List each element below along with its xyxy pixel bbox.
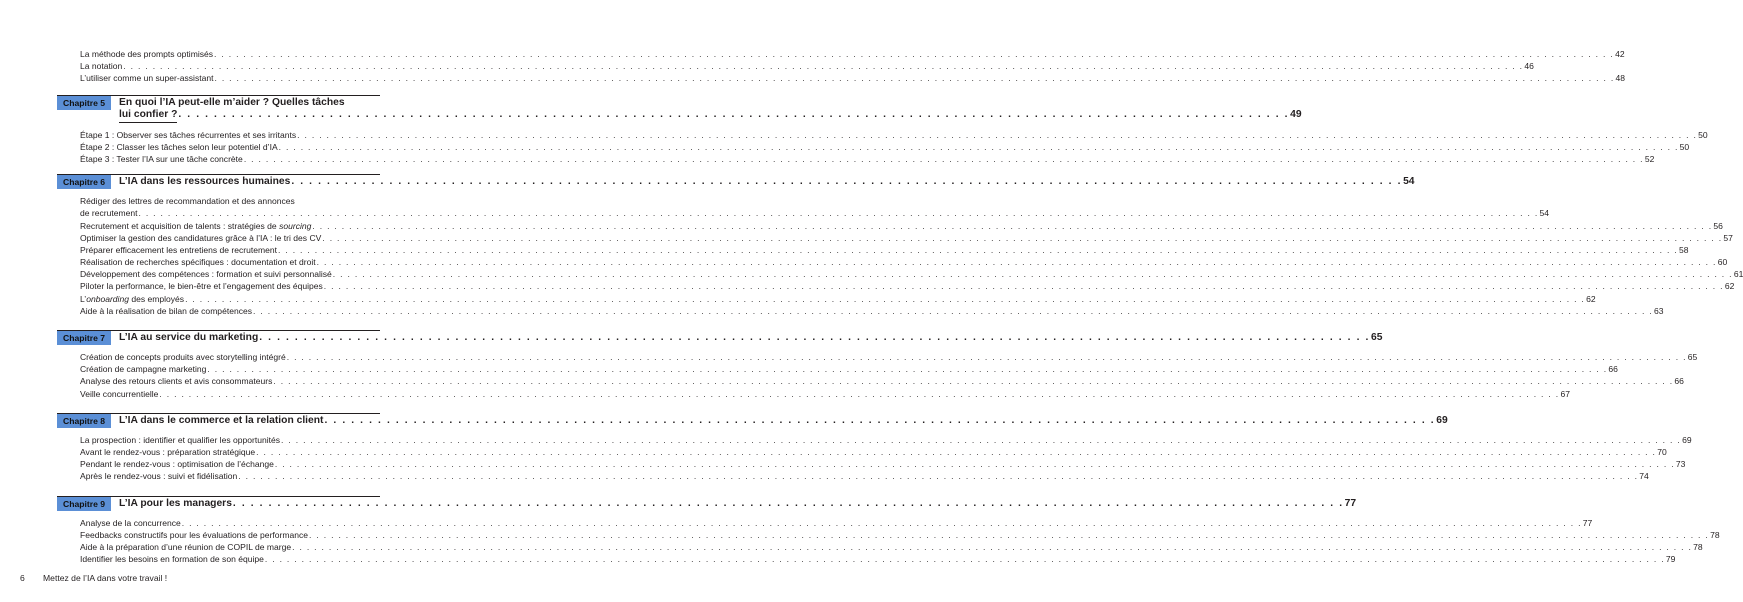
dot-leader	[291, 176, 1402, 189]
dot-leader	[238, 470, 1638, 482]
toc-entry: L’utiliser comme un super-assistant . . . 48	[80, 72, 380, 84]
toc-entry: Création de concepts produits avec storytelling intégré . . . 65	[80, 351, 380, 363]
toc-entry: Étape 3 : Tester l’IA sur une tâche concrète . . . 52	[80, 153, 380, 165]
dot-leader	[309, 529, 1709, 541]
dot-leader	[287, 351, 1687, 363]
dot-leader	[244, 153, 1644, 165]
toc-entry: Étape 1 : Observer ses tâches récurrentes et ses irritants . . . 50	[80, 129, 380, 141]
chapter-6-heading	[57, 174, 1415, 189]
dot-leader	[256, 446, 1656, 458]
dot-leader	[233, 498, 1344, 511]
toc-entry: Création de campagne marketing . . . 66	[80, 363, 380, 375]
chapter-9-heading	[57, 496, 1357, 511]
toc-entry: Optimiser la gestion des candidatures grâce à l’IA : le tri des CV . . . 57	[80, 232, 380, 244]
toc-entry: Aide à la préparation d’une réunion de COPIL de marge . . . 78	[80, 541, 380, 553]
chapter-badge: Chapitre 7	[57, 331, 111, 345]
chapter-7-entries	[57, 351, 1698, 400]
dot-leader	[159, 388, 1559, 400]
dot-leader	[253, 305, 1653, 317]
dot-leader	[278, 244, 1678, 256]
toc-entry: de recrutement . . . 54	[80, 207, 380, 219]
toc-entry: La prospection : identifier et qualifier les opportunités . . . 69	[80, 434, 380, 446]
chapter-badge: Chapitre 8	[57, 414, 111, 428]
dot-leader	[182, 517, 1582, 529]
dot-leader	[185, 293, 1585, 305]
dot-leader	[178, 109, 1289, 122]
book-title: Mettez de l’IA dans votre travail !	[43, 573, 168, 583]
toc-entry: Analyse de la concurrence . . . 77	[80, 517, 380, 529]
chapter-badge: Chapitre 5	[57, 96, 111, 110]
chapter-title: En quoi l’IA peut-elle m’aider ? Quelles tâches lui confier ? . . . 49	[119, 95, 1302, 123]
toc-entry: Préparer efficacement les entretiens de recrutement . . . 58	[80, 244, 380, 256]
page-number: 6	[20, 573, 25, 583]
dot-leader	[281, 434, 1681, 446]
toc-entry-line: Rédiger des lettres de recommandation et des annonces	[80, 196, 295, 207]
chapter-8-entries	[57, 434, 1692, 483]
intro-entries	[57, 48, 1626, 85]
dot-leader	[324, 280, 1724, 292]
chapter-9-entries	[57, 517, 1720, 566]
toc-entry: Veille concurrentielle . . . 67	[80, 388, 380, 400]
toc-entry: Identifier les besoins en formation de son équipe . . . 79	[80, 553, 380, 565]
dot-leader	[312, 220, 1712, 232]
dot-leader	[273, 375, 1673, 387]
toc-entry: Développement des compétences : formation et suivi personnalisé . . . 61	[80, 268, 380, 280]
toc-entry: L’onboarding des employés . . . 62	[80, 293, 380, 305]
chapter-8-heading	[57, 413, 1448, 428]
dot-leader	[275, 458, 1675, 470]
dot-leader	[259, 332, 1370, 345]
chapter-badge: Chapitre 9	[57, 497, 111, 511]
dot-leader	[322, 232, 1722, 244]
toc-entry: Avant le rendez-vous : préparation stratégique . . . 70	[80, 446, 380, 458]
dot-leader	[297, 129, 1697, 141]
dot-leader	[214, 48, 1614, 60]
toc-entry: Étape 2 : Classer les tâches selon leur potentiel d’IA . . . 50	[80, 141, 380, 153]
table-of-contents	[57, 48, 1743, 565]
toc-entry: Réalisation de recherches spécifiques : documentation et droit . . . 60	[80, 256, 380, 268]
dot-leader	[325, 415, 1436, 428]
dot-leader	[317, 256, 1717, 268]
chapter-title: L’IA pour les managers . . . 77	[119, 496, 1356, 511]
toc-entry: Pendant le rendez-vous : optimisation de l’échange . . . 73	[80, 458, 380, 470]
chapter-6-entries	[57, 195, 1743, 317]
toc-entry: Piloter la performance, le bien-être et l’engagement des équipes . . . 62	[80, 280, 380, 292]
dot-leader	[333, 268, 1733, 280]
toc-entry: Après le rendez-vous : suivi et fidélisation . . . 74	[80, 470, 380, 482]
toc-entry: La méthode des prompts optimisés . . . 42	[80, 48, 380, 60]
dot-leader	[279, 141, 1679, 153]
toc-entry: Aide à la réalisation de bilan de compétences . . . 63	[80, 305, 380, 317]
dot-leader	[292, 541, 1692, 553]
dot-leader	[138, 207, 1538, 219]
page-footer	[20, 573, 167, 583]
dot-leader	[214, 72, 1614, 84]
chapter-badge: Chapitre 6	[57, 175, 111, 189]
toc-entry: Recrutement et acquisition de talents : stratégies de sourcing . . . 56	[80, 220, 380, 232]
chapter-5-heading	[57, 95, 1302, 123]
dot-leader	[265, 553, 1665, 565]
dot-leader	[207, 363, 1607, 375]
chapter-title: L’IA au service du marketing . . . 65	[119, 330, 1382, 345]
toc-entry: Analyse des retours clients et avis consommateurs . . . 66	[80, 375, 380, 387]
chapter-7-heading	[57, 330, 1383, 345]
dot-leader	[123, 60, 1523, 72]
toc-entry: Feedbacks constructifs pour les évaluations de performance . . . 78	[80, 529, 380, 541]
toc-entry: La notation . . . 46	[80, 60, 380, 72]
chapter-title: L’IA dans les ressources humaines . . . 54	[119, 174, 1415, 189]
chapter-title: L’IA dans le commerce et la relation client . . . 69	[119, 413, 1448, 428]
chapter-5-entries	[57, 129, 1708, 166]
